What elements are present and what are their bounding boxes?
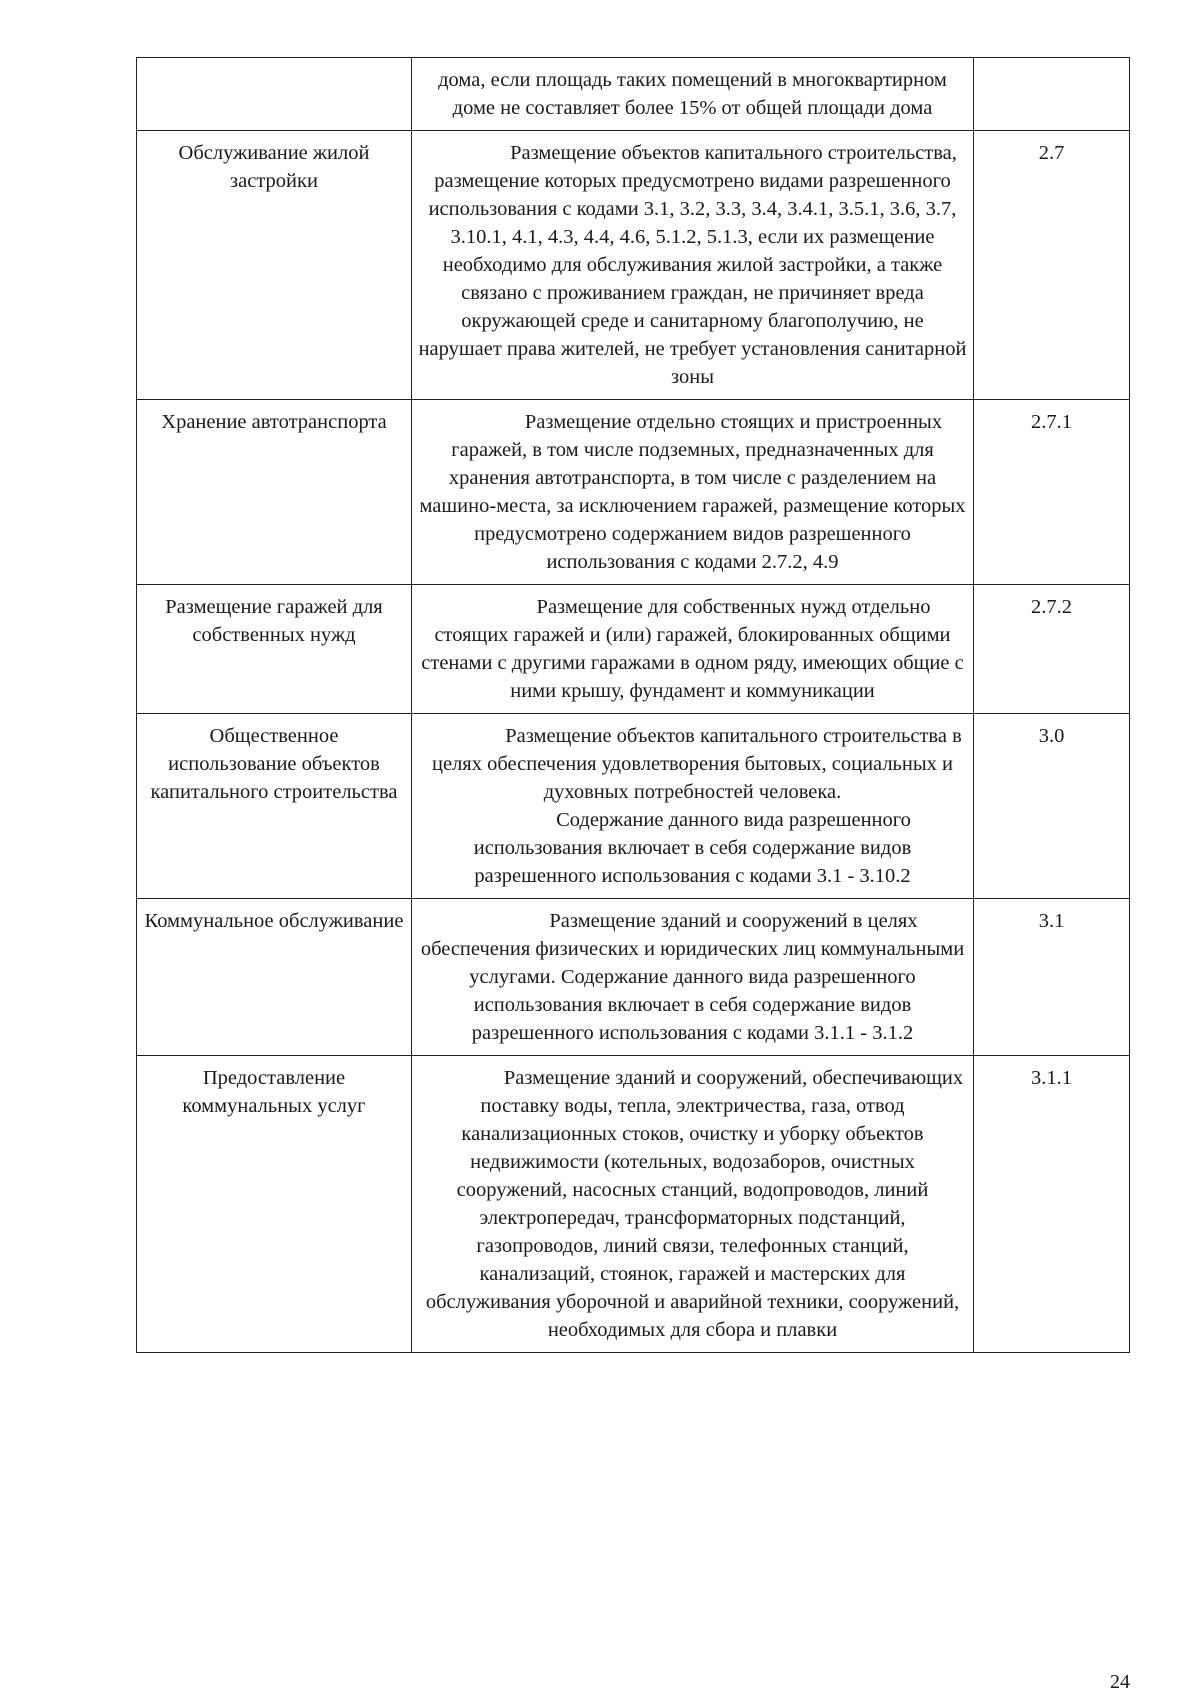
use-type-name: Общественное использование объектов капитального строительства <box>137 714 412 899</box>
description-paragraph: Размещение для собственных нужд отдельно стоящих гаражей и (или) гаражей, блокированных общими стенами с другими гаражами в одном ряду, имеющих общие с ними крышу, фундамент и коммуникации <box>421 596 964 702</box>
table-row <box>137 714 1130 899</box>
description-paragraph: Размещение объектов капитального строительства, размещение которых предусмотрено видами разрешенного использования с кодами 3.1, 3.2, 3.3, 3.4, 3.4.1, 3.5.1, 3.6, 3.7, 3.10.1, 4.1, 4.3, 4.4, 4.6, 5.1.2, 5.1.3, если их размещение необходимо для обслуживания жилой застройки, а также связано с проживанием граждан, не причиняет вреда окружающей среде и санитарному благополучию, не нарушает права жителей, не требует установления санитарной зоны <box>418 142 967 388</box>
use-type-name: Хранение автотранспорта <box>137 400 412 585</box>
description-paragraph: Размещение объектов капитального строительства в целях обеспечения удовлетворения бытовых, социальных и духовных потребностей человека. <box>432 725 962 803</box>
use-type-name: Размещение гаражей для собственных нужд <box>137 585 412 714</box>
table-row <box>137 585 1130 714</box>
use-type-code: 2.7.1 <box>974 400 1130 585</box>
use-type-description <box>412 1056 974 1353</box>
use-type-description <box>412 899 974 1056</box>
use-type-name: Обслуживание жилой застройки <box>137 131 412 400</box>
use-type-code: 2.7 <box>974 131 1130 400</box>
use-type-name: Коммунальное обслуживание <box>137 899 412 1056</box>
use-type-code: 3.1 <box>974 899 1130 1056</box>
table-row <box>137 58 1130 131</box>
table-row <box>137 131 1130 400</box>
description-paragraph: Содержание данного вида разрешенного использования включает в себя содержание видов разрешенного использования с кодами 3.1 - 3.10.2 <box>473 809 912 887</box>
use-type-code: 2.7.2 <box>974 585 1130 714</box>
page-number: 24 <box>1110 1671 1130 1693</box>
use-type-name: Предоставление коммунальных услуг <box>137 1056 412 1353</box>
use-type-description <box>412 131 974 400</box>
table-row <box>137 899 1130 1056</box>
table-row <box>137 1056 1130 1353</box>
use-type-description <box>412 714 974 899</box>
table-row <box>137 400 1130 585</box>
land-use-table <box>136 57 1130 1353</box>
use-type-code: 3.0 <box>974 714 1130 899</box>
use-type-description <box>412 585 974 714</box>
use-type-description <box>412 58 974 131</box>
use-type-code <box>974 58 1130 131</box>
use-type-description <box>412 400 974 585</box>
use-type-name <box>137 58 412 131</box>
description-paragraph: дома, если площадь таких помещений в многоквартирном доме не составляет более 15% от общей площади дома <box>438 69 947 119</box>
use-type-code: 3.1.1 <box>974 1056 1130 1353</box>
description-paragraph: Размещение зданий и сооружений в целях обеспечения физических и юридических лиц коммунальными услугами. Содержание данного вида разрешенного использования включает в себя содержание видов разрешенного использования с кодами 3.1.1 - 3.1.2 <box>420 910 965 1044</box>
table-body <box>137 58 1130 1353</box>
description-paragraph: Размещение отдельно стоящих и пристроенных гаражей, в том числе подземных, предназначенных для хранения автотранспорта, в том числе с разделением на машино-места, за исключением гаражей, размещение которых предусмотрено содержанием видов разрешенного использования с кодами 2.7.2, 4.9 <box>419 411 966 573</box>
description-paragraph: Размещение зданий и сооружений, обеспечивающих поставку воды, тепла, электричества, газа, отвод канализационных стоков, очистку и уборку объектов недвижимости (котельных, водозаборов, очистных сооружений, насосных станций, водопроводов, линий электропередач, трансформаторных подстанций, газопроводов, линий связи, телефонных станций, канализаций, стоянок, гаражей и мастерских для обслуживания уборочной и аварийной техники, сооружений, необходимых для сбора и плавки <box>425 1067 964 1341</box>
